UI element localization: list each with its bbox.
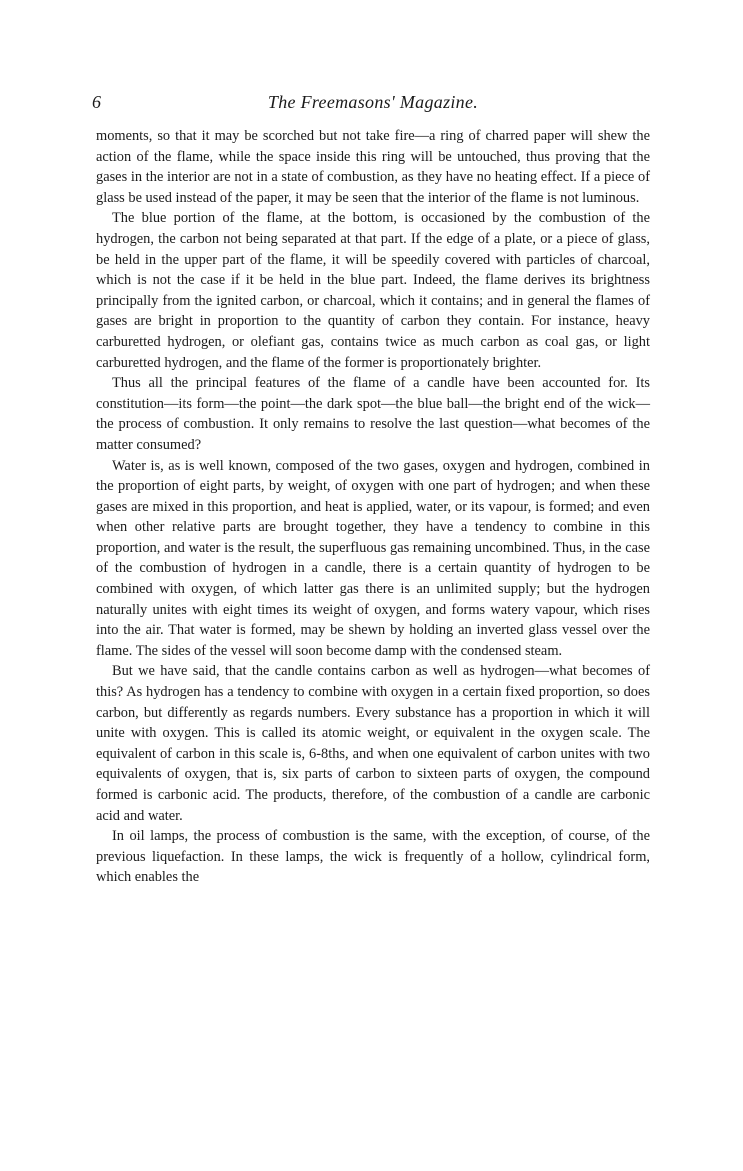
running-head [92,92,650,120]
paragraph-2: The blue portion of the flame, at the bottom, is occasioned by the combustion of the hydrogen, the carbon not being separated at that part. If the edge of a plate, or a piece of glass, be held in the upper part of the flame, it will be speedily covered with particles of charcoal, which is not the case if it be held in the blue part. Indeed, the flame derives its brightness principally from the ignited carbon, or charcoal, which it contains; and in general the flames of gases are bright in proportion to the quantity of carbon they contain. For instance, heavy carburetted hydrogen, or olefiant gas, contains twice as much carbon as coal gas, or light carburetted hydrogen, and the flame of the former is proportionately brighter. [96,210,650,371]
magazine-page [92,92,650,888]
paragraph-4: Water is, as is well known, composed of the two gases, oxygen and hydrogen, combined in the proportion of eight parts, by weight, of oxygen with one part of hydrogen; and when these gases are mixed in this proportion, and heat is applied, water, or its vapour, is formed; and even when other relative parts are brought together, they have a tendency to combine in this proportion, and water is the result, the superfluous gas remaining uncombined. Thus, in the case of the combustion of hydrogen in a candle, there is a certain quantity of hydrogen to be combined with oxygen, of which latter gas there is an unlimited supply; but the hydrogen naturally unites with eight times its weight of oxygen, and forms watery vapour, which rises into the air. That water is formed, may be shewn by holding an inverted glass vessel over the flame. The sides of the vessel will soon become damp with the condensed steam. [96,457,650,659]
paragraph-1: moments, so that it may be scorched but not take fire—a ring of charred paper will shew the action of the flame, while the space inside this ring will be untouched, thus proving that the gases in the interior are not in a state of combustion, as they have no heating effect. If a piece of glass be used instead of the paper, it may be seen that the interior of the flame is not luminous. [96,128,650,206]
article-body [96,126,650,888]
page-number: 6 [92,92,101,112]
paragraph-3: Thus all the principal features of the flame of a candle have been accounted for. Its constitution—its form—the point—the dark spot—the blue ball—the bright end of the wick—the process of combustion. It only remains to resolve the last question—what becomes of the matter consumed? [96,375,650,453]
paragraph-6: In oil lamps, the process of combustion is the same, with the exception, of course, of the previous liquefaction. In these lamps, the wick is frequently of a hollow, cylindrical form, which enables the [96,828,650,886]
magazine-title: The Freemasons' Magazine. [267,92,479,112]
paragraph-5: But we have said, that the candle contains carbon as well as hydrogen—what becomes of this? As hydrogen has a tendency to combine with oxygen in a certain fixed proportion, so does carbon, but differently as regards numbers. Every substance has a proportion in which it will unite with oxygen. This is called its atomic weight, or equivalent in the oxygen scale. The equivalent of carbon in this scale is, 6-8ths, and when one equivalent of carbon unites with two equivalents of oxygen, that is, six parts of carbon to sixteen parts of oxygen, the compound formed is carbonic acid. The products, therefore, of the combustion of a candle are carbonic acid and water. [96,663,650,824]
